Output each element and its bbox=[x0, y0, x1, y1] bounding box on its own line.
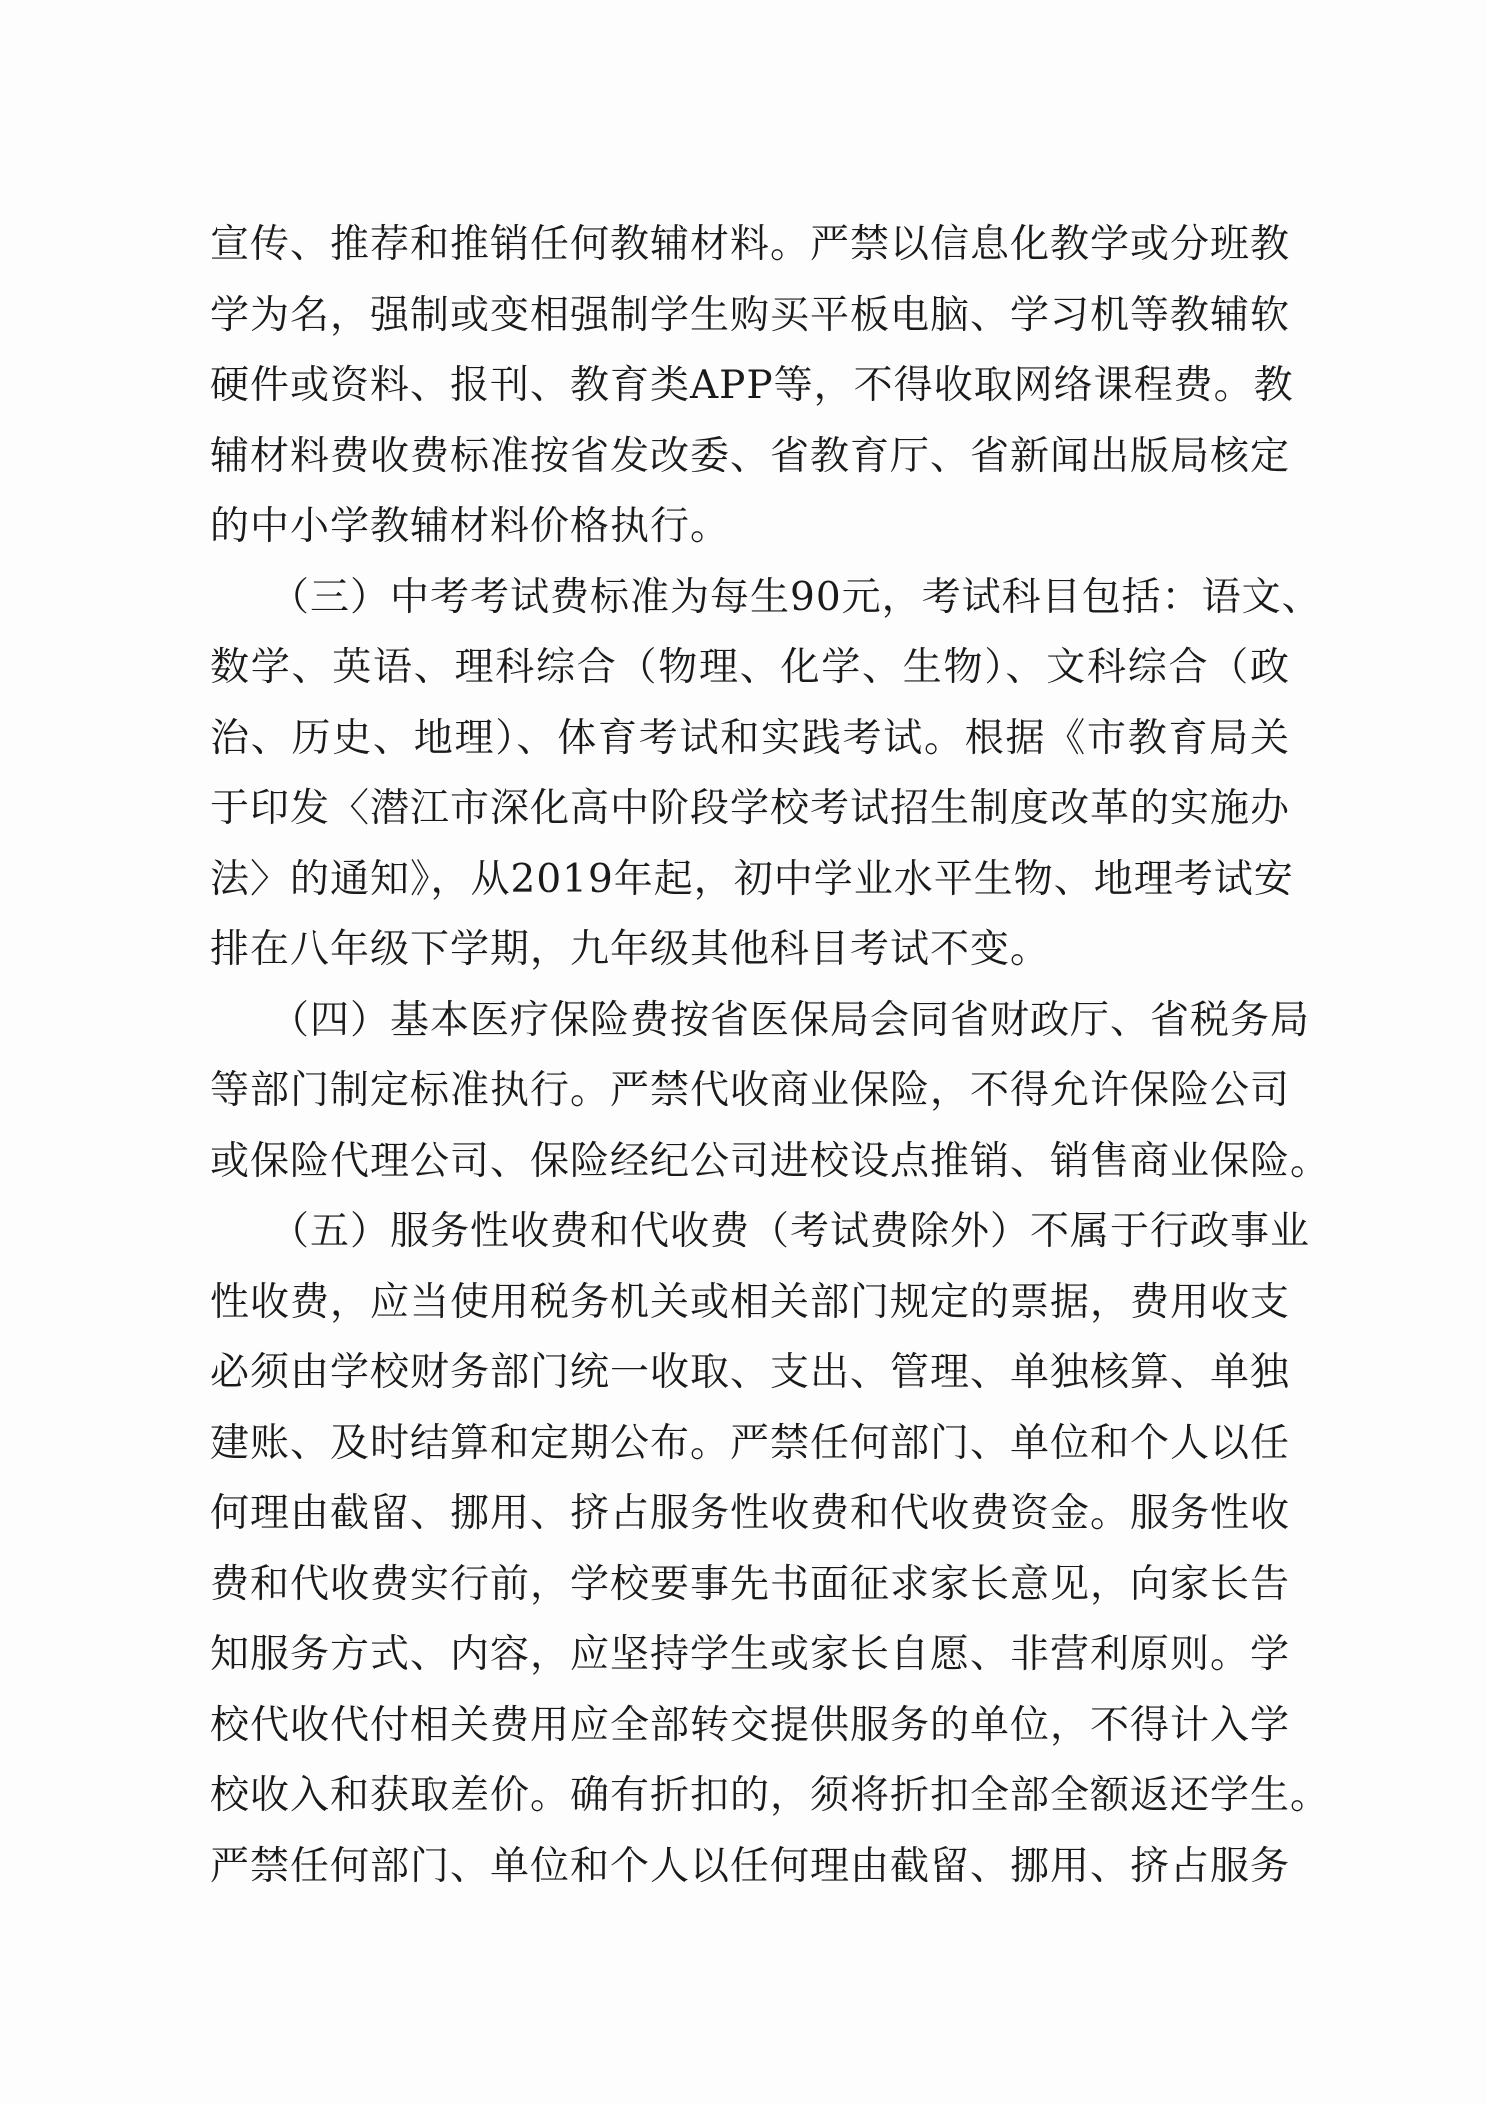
text-line: （四）基本医疗保险费按省医保局会同省财政厅、省税务局 bbox=[270, 997, 1311, 1043]
text-line: 排在八年级下学期，九年级其他科目考试不变。 bbox=[210, 927, 1051, 972]
text-line: 校收入和获取差价。确有折扣的，须将折扣全部全额返还学生。 bbox=[210, 1773, 1331, 1818]
text-line: 硬件或资料、报刊、教育类APP等，不得收取网络课程费。教 bbox=[210, 363, 1294, 408]
text-line: 宣传、推荐和推销任何教辅材料。严禁以信息化教学或分班教 bbox=[210, 222, 1291, 267]
text-line: 治、历史、地理）、体育考试和实践考试。根据《市教育局关 bbox=[210, 715, 1290, 761]
text-line: 数学、英语、理科综合（物理、化学、生物）、文科综合（政 bbox=[210, 645, 1290, 690]
text-line: 等部门制定标准执行。严禁代收商业保险，不得允许保险公司 bbox=[210, 1068, 1291, 1113]
text-line: 严禁任何部门、单位和个人以任何理由截留、挪用、挤占服务 bbox=[210, 1843, 1291, 1889]
text-line: 性收费，应当使用税务机关或相关部门规定的票据，费用收支 bbox=[210, 1279, 1291, 1325]
text-line: 法〉的通知》，从2019年起，初中学业水平生物、地理考试安 bbox=[210, 856, 1294, 902]
text-line: （五）服务性收费和代收费（考试费除外）不属于行政事业 bbox=[270, 1209, 1311, 1254]
body-text bbox=[210, 210, 1331, 1902]
text-line: 辅材料费收费标准按省发改委、省教育厅、省新闻出版局核定 bbox=[210, 433, 1291, 479]
text-line: 费和代收费实行前，学校要事先书面征求家长意见，向家长告 bbox=[210, 1561, 1291, 1607]
text-line: 何理由截留、挪用、挤占服务性收费和代收费资金。服务性收 bbox=[210, 1491, 1291, 1536]
text-line: 学为名，强制或变相强制学生购买平板电脑、学习机等教辅软 bbox=[210, 292, 1291, 338]
text-line: 校代收代付相关费用应全部转交提供服务的单位，不得计入学 bbox=[210, 1702, 1291, 1748]
text-line: （三）中考考试费标准为每生90元，考试科目包括：语文、 bbox=[270, 574, 1322, 620]
text-line: 知服务方式、内容，应坚持学生或家长自愿、非营利原则。学 bbox=[210, 1632, 1291, 1677]
text-line: 的中小学教辅材料价格执行。 bbox=[210, 504, 731, 549]
text-line: 建账、及时结算和定期公布。严禁任何部门、单位和个人以任 bbox=[210, 1420, 1291, 1466]
text-line: 于印发〈潜江市深化高中阶段学校考试招生制度改革的实施办 bbox=[210, 786, 1291, 831]
text-line: 或保险代理公司、保险经纪公司进校设点推销、销售商业保险。 bbox=[210, 1138, 1331, 1184]
text-line: 必须由学校财务部门统一收取、支出、管理、单独核算、单独 bbox=[210, 1350, 1291, 1395]
